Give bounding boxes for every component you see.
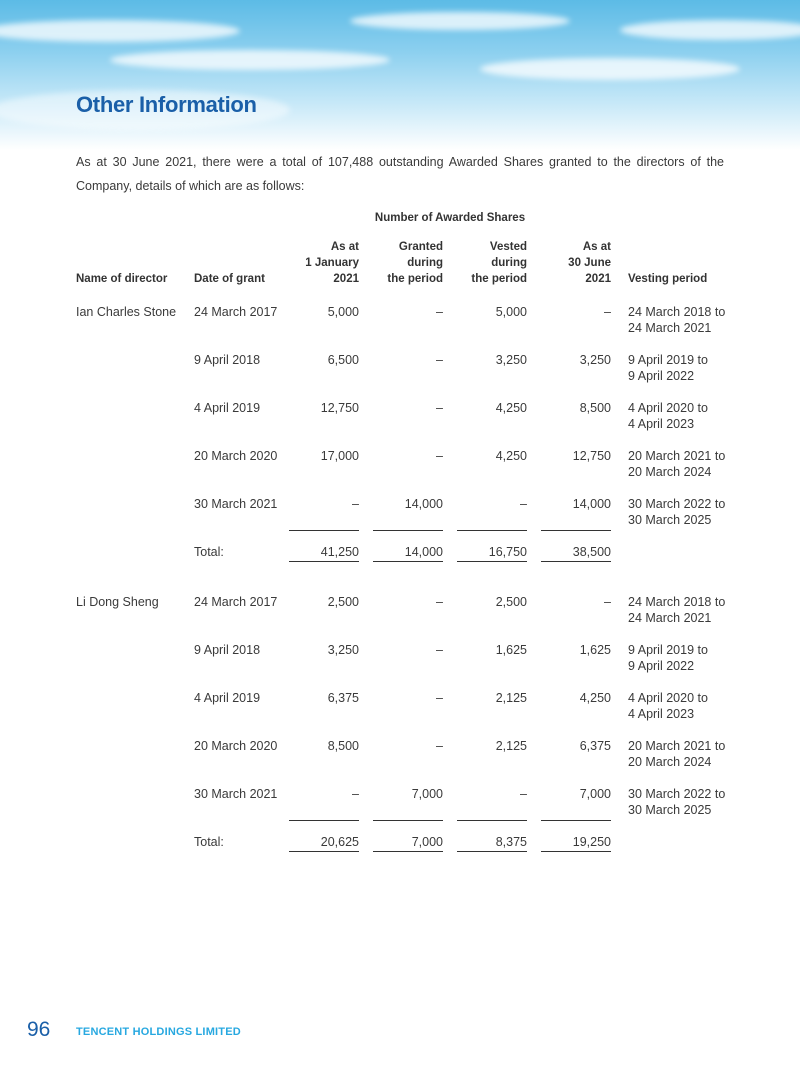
value-jan: – [352,787,359,801]
value-jun: 6,375 [579,739,611,753]
total-jun: 19,250 [572,835,611,849]
total-jan: 20,625 [320,835,359,849]
value-jan: 3,250 [327,643,359,657]
total-rule [541,530,611,531]
value-vested: 5,000 [495,305,527,319]
total-vested: 8,375 [495,835,527,849]
value-jan: – [352,497,359,511]
company-name: TENCENT HOLDINGS LIMITED [76,1026,241,1038]
total-rule [373,820,443,821]
grant-date: 20 March 2020 [194,739,278,753]
vesting-period-end: 4 April 2023 [628,707,695,721]
value-vested: 2,125 [495,691,527,705]
vesting-period-start: 24 March 2018 to [628,595,726,609]
cloud-shape [0,20,240,42]
director-name: Li Dong Sheng [76,595,159,609]
total-rule [373,851,443,852]
header-granted: the period [387,273,443,285]
value-granted: – [436,643,443,657]
total-jan: 41,250 [320,545,359,559]
total-rule [457,851,527,852]
value-jan: 6,375 [327,691,359,705]
group-header: Number of Awarded Shares [374,212,526,224]
header-granted: during [407,257,443,269]
vesting-period-end: 4 April 2023 [628,417,695,431]
vesting-period-start: 24 March 2018 to [628,305,726,319]
value-jun: – [604,595,611,609]
value-jan: 12,750 [320,401,359,415]
header-name: Name of director [76,273,168,285]
vesting-period-end: 20 March 2024 [628,755,712,769]
total-rule [373,561,443,562]
value-jan: 2,500 [327,595,359,609]
total-rule [541,851,611,852]
page-title: Other Information [76,92,257,117]
cloud-shape [350,12,570,30]
vesting-period-end: 30 March 2025 [628,513,712,527]
cloud-shape [480,58,740,80]
total-rule [457,561,527,562]
value-jun: 1,625 [579,643,611,657]
value-granted: 14,000 [404,497,443,511]
value-jan: 6,500 [327,353,359,367]
value-vested: 4,250 [495,401,527,415]
vesting-period-start: 4 April 2020 to [628,401,708,415]
vesting-period-start: 9 April 2019 to [628,353,708,367]
header-jun: As at [582,241,611,253]
vesting-period-start: 30 March 2022 to [628,497,726,511]
value-vested: 2,125 [495,739,527,753]
total-rule [541,561,611,562]
vesting-period-end: 20 March 2024 [628,465,712,479]
value-jun: 7,000 [579,787,611,801]
vesting-period-end: 9 April 2022 [628,659,695,673]
total-rule [289,561,359,562]
value-granted: – [436,691,443,705]
vesting-period-end: 9 April 2022 [628,369,695,383]
director-name: Ian Charles Stone [76,305,177,319]
vesting-period-start: 20 March 2021 to [628,449,726,463]
cloud-shape [620,20,800,40]
vesting-period-start: 30 March 2022 to [628,787,726,801]
value-jun: – [604,305,611,319]
header-vested: the period [471,273,527,285]
value-jan: 8,500 [327,739,359,753]
grant-date: 30 March 2021 [194,497,278,511]
header-date: Date of grant [194,273,265,285]
total-granted: 14,000 [404,545,443,559]
total-rule [457,530,527,531]
vesting-period-start: 9 April 2019 to [628,643,708,657]
value-granted: – [436,595,443,609]
total-vested: 16,750 [488,545,527,559]
vesting-period-start: 4 April 2020 to [628,691,708,705]
value-granted: – [436,449,443,463]
intro-paragraph: As at 30 June 2021, there were a total of 107,488 outstanding Awarded Shares granted to the directors of the Company, details of which are as follows: [76,155,724,193]
vesting-period-end: 30 March 2025 [628,803,712,817]
value-jun: 12,750 [572,449,611,463]
total-rule [541,820,611,821]
total-jun: 38,500 [572,545,611,559]
value-vested: 1,625 [495,643,527,657]
value-jun: 8,500 [579,401,611,415]
value-jan: 5,000 [327,305,359,319]
vesting-period-end: 24 March 2021 [628,321,712,335]
value-granted: – [436,401,443,415]
value-vested: 2,500 [495,595,527,609]
header-vested: during [491,257,527,269]
total-rule [373,530,443,531]
header-vested: Vested [489,241,527,253]
value-jun: 14,000 [572,497,611,511]
header-granted: Granted [398,241,443,253]
value-granted: – [436,353,443,367]
header-jan: As at [330,241,359,253]
grant-date: 4 April 2019 [194,691,261,705]
value-granted: – [436,305,443,319]
grant-date: 9 April 2018 [194,353,261,367]
header-jan: 2021 [333,273,359,285]
value-granted: – [436,739,443,753]
total-label: Total: [194,545,224,559]
cloud-shape [110,50,390,70]
value-vested: 4,250 [495,449,527,463]
grant-date: 30 March 2021 [194,787,278,801]
header-jun: 2021 [585,273,611,285]
total-rule [289,530,359,531]
grant-date: 4 April 2019 [194,401,261,415]
header-jun: 30 June [568,257,611,269]
total-label: Total: [194,835,224,849]
value-jan: 17,000 [320,449,359,463]
vesting-period-start: 20 March 2021 to [628,739,726,753]
grant-date: 24 March 2017 [194,305,278,319]
total-rule [289,851,359,852]
total-rule [289,820,359,821]
value-vested: 3,250 [495,353,527,367]
header-vesting: Vesting period [628,273,708,285]
value-granted: 7,000 [411,787,443,801]
value-vested: – [520,497,527,511]
grant-date: 24 March 2017 [194,595,278,609]
total-rule [457,820,527,821]
grant-date: 20 March 2020 [194,449,278,463]
vesting-period-end: 24 March 2021 [628,611,712,625]
grant-date: 9 April 2018 [194,643,261,657]
total-granted: 7,000 [411,835,443,849]
header-sky-banner [0,0,800,150]
value-jun: 4,250 [579,691,611,705]
page-number: 96 [27,1018,51,1041]
header-jan: 1 January [305,257,359,269]
value-vested: – [520,787,527,801]
value-jun: 3,250 [579,353,611,367]
